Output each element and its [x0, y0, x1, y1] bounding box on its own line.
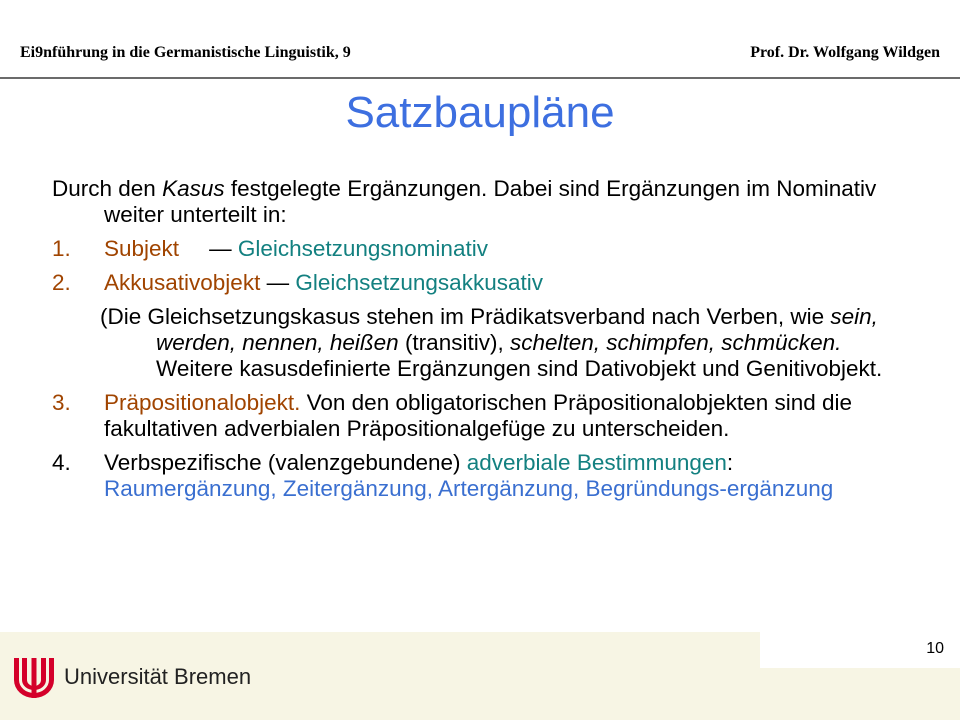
item-2-separator: — [260, 270, 296, 295]
list-item-4 [52, 450, 912, 502]
note-paragraph [52, 304, 912, 382]
university-name: Universität Bremen [64, 664, 252, 689]
list-number-3: 3. [52, 390, 71, 415]
note-text-1: (Die Gleichsetzungskasus stehen im Prädikatsverband nach Verben, wie [100, 304, 831, 329]
list-item-1 [52, 236, 912, 262]
note-text-2: (transitiv), [398, 330, 510, 355]
intro-paragraph [52, 176, 912, 228]
author-name: Prof. Dr. Wolfgang Wildgen [750, 44, 940, 61]
item-3-text: Von den obligatorischen Präpositionalobjekten sind die fakultativen adverbialen Präpositionalgefüge zu unterscheiden. [104, 390, 853, 441]
list-number-2: 2. [52, 270, 71, 295]
list-item-2 [52, 270, 912, 296]
university-bremen-logo-icon [12, 656, 56, 700]
item-1-separator: — [209, 236, 238, 261]
intro-text-1: Durch den [52, 176, 163, 201]
header-divider [0, 77, 960, 79]
intro-kasus: Kasus [162, 176, 225, 201]
list-number-1: 1. [52, 236, 71, 261]
item-2-term: Akkusativobjekt [104, 270, 261, 295]
item-1-subterm: Gleichsetzungsnominativ [237, 236, 488, 261]
slide-body [52, 176, 912, 510]
slide-title: Satzbaupläne [345, 88, 615, 137]
slide-header [20, 44, 940, 66]
item-4-colon: : [726, 450, 734, 475]
note-verbs-1: sein, werden, nennen, heißen [156, 304, 878, 355]
item-3-term: Präpositionalobjekt. [104, 390, 301, 415]
course-title: Ei9nführung in die Germanistische Linguistik, 9 [20, 44, 351, 61]
intro-text-2: festgelegte Ergänzungen. Dabei sind Ergänzungen im Nominativ weiter unterteilt in: [104, 176, 877, 227]
note-verbs-2: schelten, schimpfen, schmücken. [509, 330, 842, 355]
list-item-3 [52, 390, 912, 442]
item-4-subterms: Raumergänzung, Zeitergänzung, Artergänzung, Begründungs-ergänzung [104, 476, 834, 501]
note-text-3: Weitere kasusdefinierte Ergänzungen sind Dativobjekt und Genitivobjekt. [156, 356, 883, 381]
item-2-subterm: Gleichsetzungsakkusativ [295, 270, 543, 295]
page-number: 10 [926, 640, 944, 657]
item-4-term: adverbiale Bestimmungen [466, 450, 727, 475]
item-1-term: Subjekt [104, 236, 180, 261]
item-4-text-1: Verbspezifische (valenzgebundene) [104, 450, 467, 475]
list-number-4: 4. [52, 450, 71, 475]
